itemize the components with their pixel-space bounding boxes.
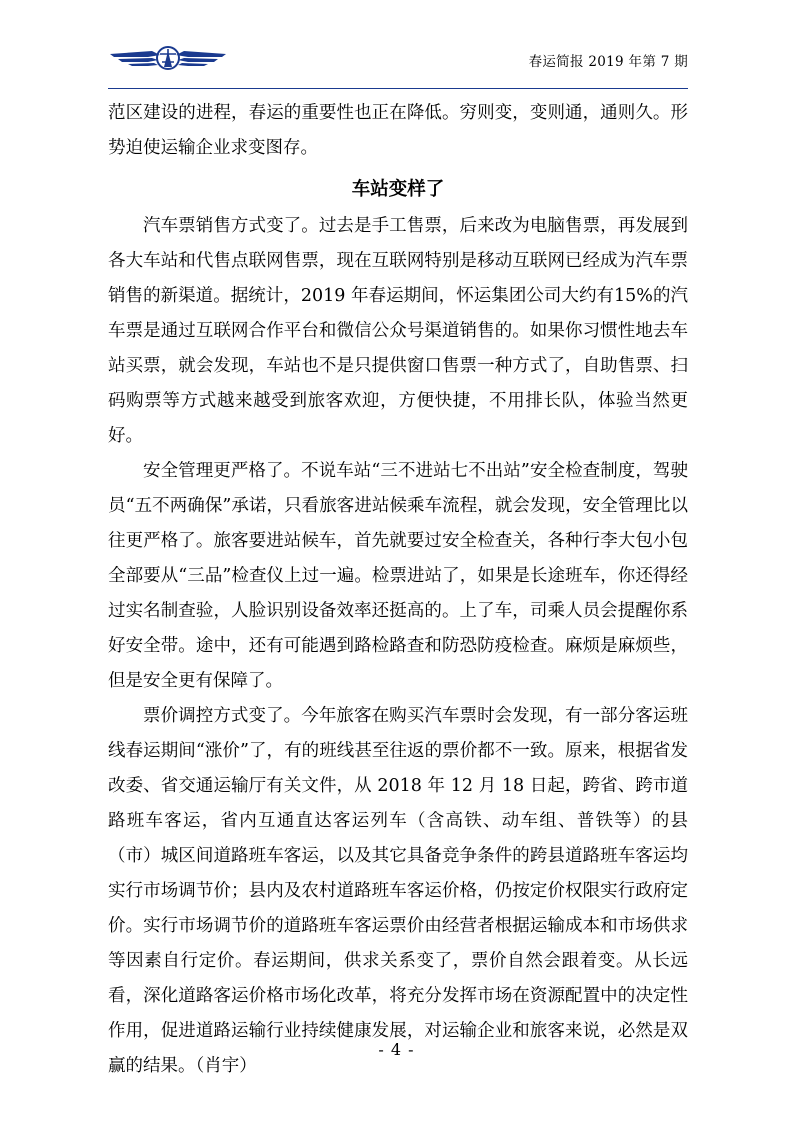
paragraph-1: 汽车票销售方式变了。过去是手工售票，后来改为电脑售票，再发展到各大车站和代售点联网售票，现在互联网特别是移动互联网已经成为汽车票销售的新渠道。据统计，2019 年春运期间，怀运集团公司大约有15%的汽车票是通过互联网合作平台和微信公众号渠道销售的。如果你习惯性地去车站买票，就会发现，车站也不是只提供窗口售票一种方式了，自助售票、扫码购票等方式越来越受到旅客欢迎，方便快捷，不用排长队，体验当然更好。 [108,216,688,446]
section-title: 车站变样了 [351,179,445,200]
paragraph-2: 安全管理更严格了。不说车站“三不进站七不出站”安全检查制度，驾驶员“五不两确保”承诺，只看旅客进站候乘车流程，就会发现，安全管理比以往更严格了。旅客要进站候车，首先就要过安全检查关，各种行李大包小包全部要从“三品”检查仪上过一遍。检票进站了，如果是长途班车，你还得经过实名制查验，人脸识别设备效率还挺高的。上了车，司乘人员会提醒你系好安全带。途中，还有可能遇到路检路查和防恐防疫检查。麻烦是麻烦些，但是安全更有保障了。 [108,461,688,691]
paragraph-continuation: 范区建设的进程，春运的重要性也正在降低。穷则变，变则通，通则久。形势迫使运输企业求变图存。 [108,103,688,158]
wings-emblem-logo [108,38,228,78]
document-content [108,96,688,1084]
page-header [108,36,688,88]
header-title: 春运简报 2019 年第 7 期 [528,54,688,70]
page-number: - 4 - [378,1040,415,1059]
paragraph-3: 票价调控方式变了。今年旅客在购买汽车票时会发现，有一部分客运班线春运期间“涨价”了，有的班线甚至往返的票价都不一致。原来，根据省发改委、省交通运输厅有关文件，从 2018 年 12 月 18 日起，跨省、跨市道路班车客运，省内互通直达客运列车（含高铁、动车组、普铁等）的县（市）城区间道路班车客运，以及其它具备竞争条件的跨县道路班车客运均实行市场调节价；县内及农村道路班车客运价格，仍按定价权限实行政府定价。实行市场调节价的道路班车客运票价由经营者根据运输成本和市场供求等因素自行定价。春运期间，供求关系变了，票价自然会跟着变。从长远看，深化道路客运价格市场化改革，将充分发挥市场在资源配置中的决定性作用，促进道路运输行业持续健康发展，对运输企业和旅客来说，必然是双赢的结果。（肖宇） [108,706,688,1076]
header-divider [108,88,688,89]
